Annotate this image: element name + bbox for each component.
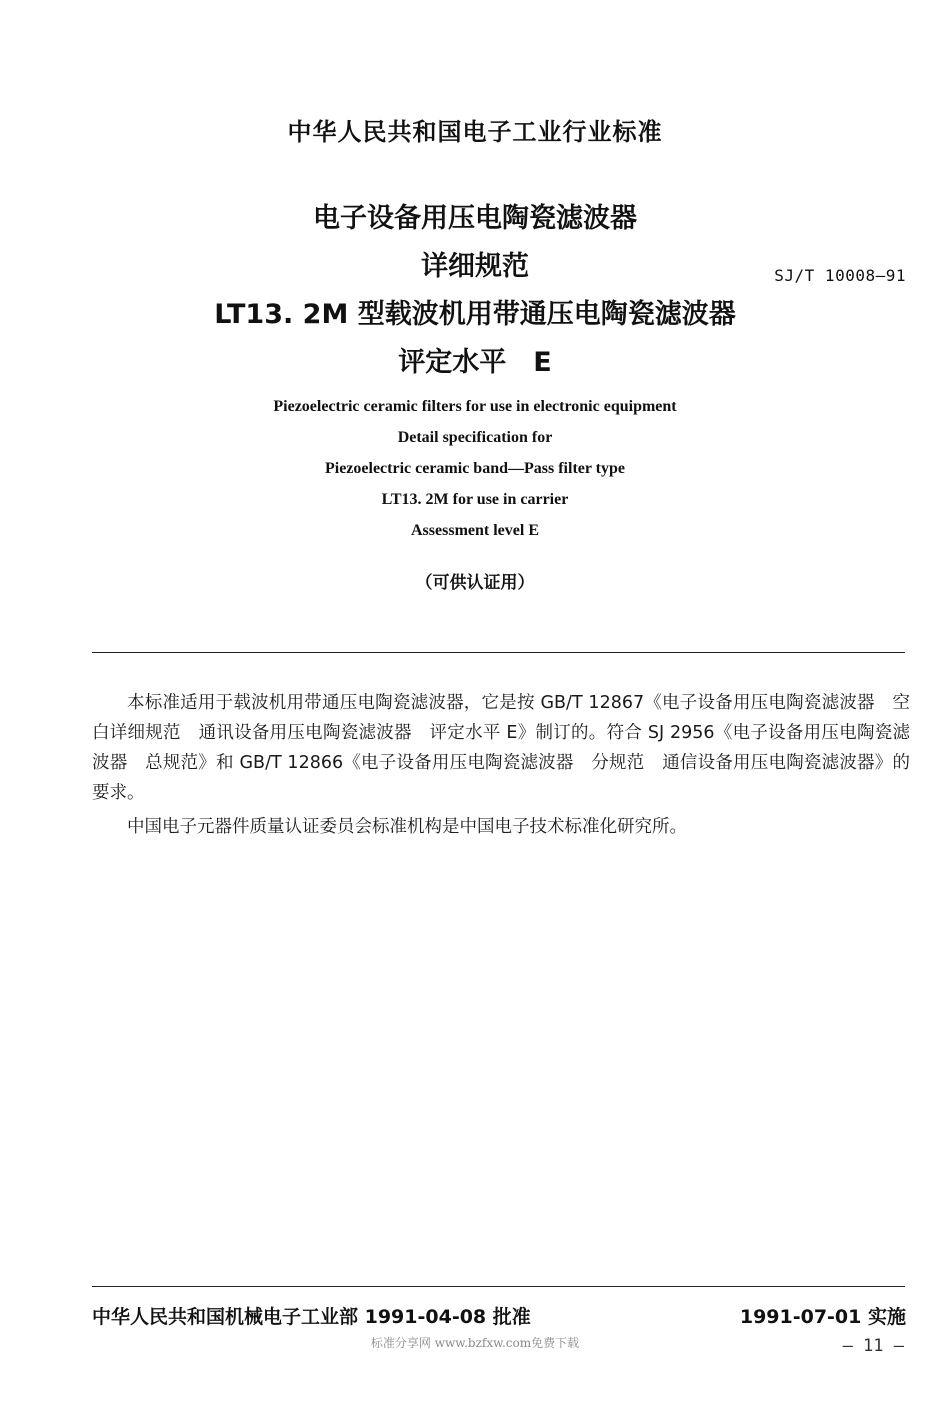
title-en-line-2: Detail specification for	[397, 429, 553, 446]
title-en-line-3: Piezoelectric ceramic band—Pass filter type	[324, 460, 626, 477]
top-divider	[92, 652, 905, 653]
download-watermark: 标准分享网 www.bzfxw.com免费下载	[370, 1336, 580, 1350]
institution-paragraph: 中国电子元器件质量认证委员会标准机构是中国电子技术标准化研究所。	[127, 817, 687, 837]
approval-line: 中华人民共和国机械电子工业部 1991-04-08 批准	[92, 1306, 531, 1328]
scope-paragraph: 本标准适用于载波机用带通压电陶瓷滤波器，它是按 GB/T 12867《电子设备用压电陶瓷滤波器 空白详细规范 通讯设备用压电陶瓷滤波器 评定水平 E》制订的。符合 SJ 2956《电子设备用压电陶瓷滤波器 总规范》和 GB/T 12866《电子设备用压电陶瓷滤波器 分规范 通信设备用压电陶瓷滤波器》的要求。	[92, 693, 910, 803]
bottom-divider	[92, 1286, 905, 1287]
title-zh-line-3: LT13. 2M 型载波机用带通压电陶瓷滤波器	[214, 299, 736, 330]
title-en-line-5: Assessment level E	[411, 522, 539, 539]
standard-number: SJ/T 10008—91	[774, 266, 906, 285]
title-en-line-1: Piezoelectric ceramic filters for use in electronic equipment	[273, 398, 677, 415]
certification-usage-note: （可供认证用）	[415, 573, 535, 593]
title-zh-line-1: 电子设备用压电陶瓷滤波器	[313, 203, 637, 234]
title-zh-line-4: 评定水平 E	[398, 347, 552, 378]
page-number: — 11 —	[842, 1336, 904, 1356]
title-en-line-4: LT13. 2M for use in carrier	[381, 491, 569, 508]
issuing-authority-header: 中华人民共和国电子工业行业标准	[287, 118, 663, 146]
title-zh-line-2: 详细规范	[421, 251, 529, 282]
implementation-date: 1991-07-01 实施	[739, 1306, 906, 1328]
